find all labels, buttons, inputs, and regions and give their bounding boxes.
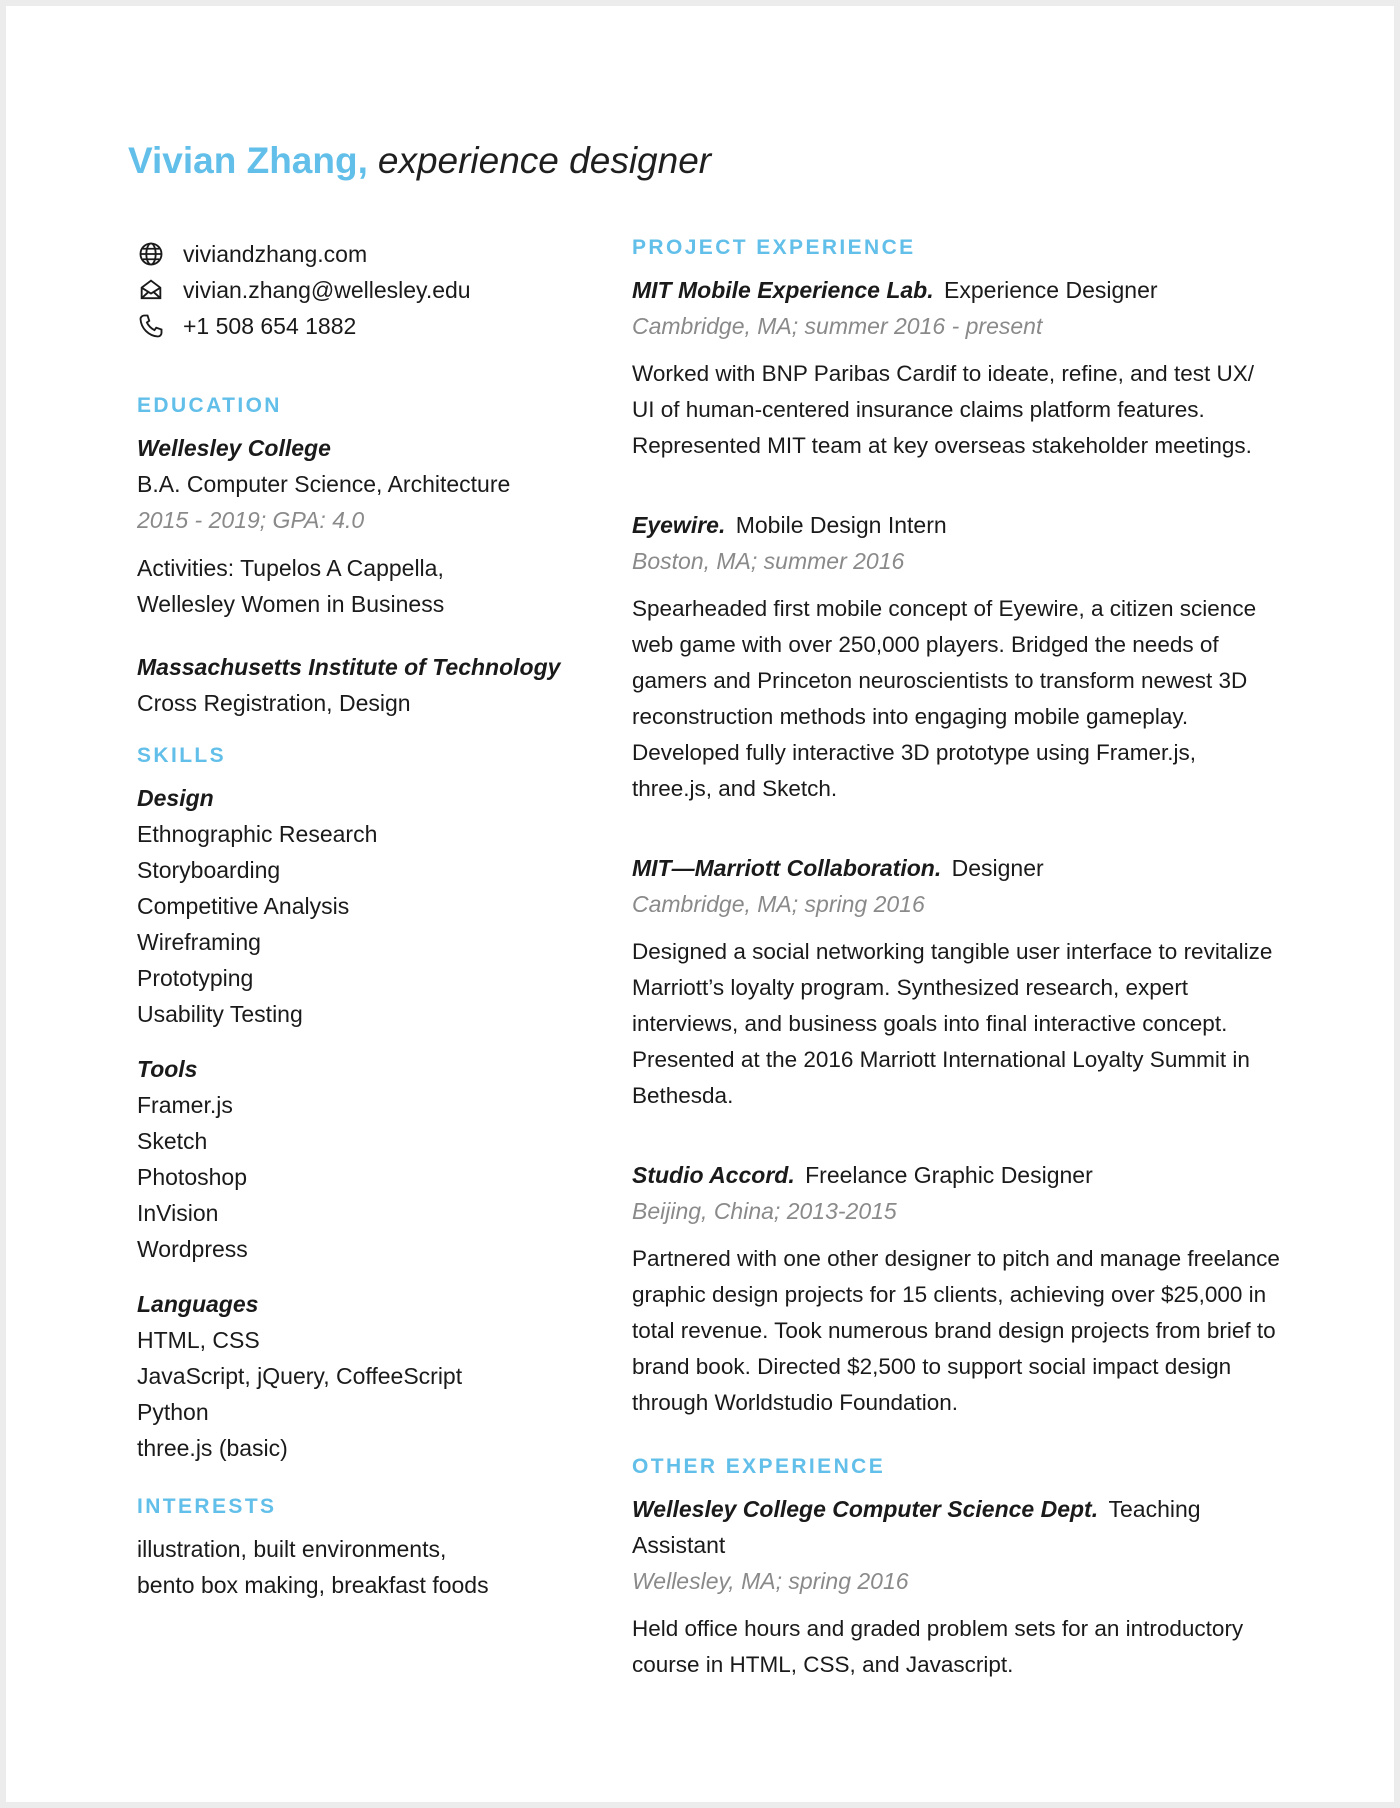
desc-line: interviews, and business goals into final interactive concept. bbox=[632, 1011, 1228, 1036]
job-role: Freelance Graphic Designer bbox=[805, 1162, 1093, 1188]
desc-line: Bethesda. bbox=[632, 1083, 734, 1108]
desc-line: Held office hours and graded problem sets for an introductory bbox=[632, 1616, 1244, 1641]
org-name: Wellesley College Computer Science Dept. bbox=[632, 1496, 1099, 1522]
desc-line: reconstruction methods into engaging mobile gameplay. bbox=[632, 704, 1189, 729]
skill-item: three.js (basic) bbox=[137, 1435, 288, 1461]
person-title: experience designer bbox=[377, 140, 712, 181]
skill-item: Prototyping bbox=[137, 965, 254, 991]
activities-line: Activities: Tupelos A Cappella, bbox=[137, 555, 444, 581]
entry-meta: Cambridge, MA; spring 2016 bbox=[632, 891, 925, 917]
desc-line: three.js, and Sketch. bbox=[632, 776, 838, 801]
skill-item: Usability Testing bbox=[137, 1001, 303, 1027]
desc-line: Developed fully interactive 3D prototype using Framer.js, bbox=[632, 740, 1197, 765]
other-experience-section bbox=[632, 1453, 1282, 1683]
entry-meta: Cambridge, MA; summer 2016 - present bbox=[632, 313, 1043, 339]
interests-line: bento box making, breakfast foods bbox=[137, 1572, 489, 1598]
degree: Cross Registration, Design bbox=[137, 690, 411, 716]
school-entry bbox=[137, 430, 567, 622]
entry-description bbox=[632, 934, 1282, 1114]
interests-line: illustration, built environments, bbox=[137, 1536, 447, 1562]
school-name: Wellesley College bbox=[137, 435, 331, 461]
org-name: Eyewire. bbox=[632, 512, 726, 538]
skill-item: InVision bbox=[137, 1200, 219, 1226]
skill-item: Framer.js bbox=[137, 1092, 233, 1118]
entry-title bbox=[632, 272, 1282, 308]
contact-website[interactable] bbox=[137, 236, 567, 272]
desc-line: gamers and Princeton neuroscientists to transform newest 3D bbox=[632, 668, 1248, 693]
activities-line: Wellesley Women in Business bbox=[137, 591, 445, 617]
job-role: Experience Designer bbox=[944, 277, 1158, 303]
school-entry bbox=[137, 649, 567, 721]
experience-entry bbox=[632, 1157, 1282, 1421]
entry-meta: Wellesley, MA; spring 2016 bbox=[632, 1568, 909, 1594]
desc-line: through Worldstudio Foundation. bbox=[632, 1390, 959, 1415]
job-role: Mobile Design Intern bbox=[735, 512, 947, 538]
desc-line: brand book. Directed $2,500 to support social impact design bbox=[632, 1354, 1232, 1379]
job-role: Designer bbox=[951, 855, 1044, 881]
skills-section bbox=[137, 742, 567, 1466]
desc-line: Represented MIT team at key overseas stakeholder meetings. bbox=[632, 433, 1252, 458]
skill-group-design bbox=[137, 780, 567, 1032]
entry-title bbox=[632, 1157, 1282, 1193]
degree: B.A. Computer Science, Architecture bbox=[137, 471, 511, 497]
desc-line: total revenue. Took numerous brand design projects from brief to bbox=[632, 1318, 1276, 1343]
entry-title bbox=[632, 1491, 1282, 1563]
other-experience-heading: OTHER EXPERIENCE bbox=[632, 1455, 886, 1478]
activities bbox=[137, 550, 567, 622]
experience-entry bbox=[632, 850, 1282, 1114]
skill-item: Storyboarding bbox=[137, 857, 281, 883]
skill-group-languages bbox=[137, 1286, 567, 1466]
skill-item: HTML, CSS bbox=[137, 1327, 260, 1353]
entry-meta: Boston, MA; summer 2016 bbox=[632, 548, 905, 574]
skill-item: Sketch bbox=[137, 1128, 208, 1154]
person-name: Vivian Zhang, bbox=[128, 140, 368, 181]
skill-item: Photoshop bbox=[137, 1164, 247, 1190]
org-name: MIT—Marriott Collaboration. bbox=[632, 855, 942, 881]
entry-title bbox=[632, 507, 1282, 543]
org-name: MIT Mobile Experience Lab. bbox=[632, 277, 934, 303]
desc-line: Marriott’s loyalty program. Synthesized research, expert bbox=[632, 975, 1189, 1000]
entry-meta: Beijing, China; 2013-2015 bbox=[632, 1198, 897, 1224]
skill-item: Python bbox=[137, 1399, 209, 1425]
school-name: Massachusetts Institute of Technology bbox=[137, 654, 561, 680]
skills-heading: SKILLS bbox=[137, 744, 227, 767]
desc-line: Designed a social networking tangible user interface to revitalize bbox=[632, 939, 1273, 964]
desc-line: graphic design projects for 15 clients, achieving over $25,000 in bbox=[632, 1282, 1267, 1307]
interests-heading: INTERESTS bbox=[137, 1495, 277, 1518]
globe-icon bbox=[137, 240, 165, 268]
email-link[interactable]: vivian.zhang@wellesley.edu bbox=[183, 276, 471, 303]
mail-icon bbox=[137, 276, 165, 304]
website-link[interactable]: viviandzhang.com bbox=[183, 240, 368, 267]
entry-title bbox=[632, 850, 1282, 886]
phone-number[interactable]: +1 508 654 1882 bbox=[183, 312, 357, 339]
skill-item: Ethnographic Research bbox=[137, 821, 378, 847]
skill-item: JavaScript, jQuery, CoffeeScript bbox=[137, 1363, 463, 1389]
desc-line: web game with over 250,000 players. Bridged the needs of bbox=[632, 632, 1219, 657]
experience-entry bbox=[632, 507, 1282, 807]
school-dates: 2015 - 2019; GPA: 4.0 bbox=[137, 507, 365, 533]
entry-description bbox=[632, 1241, 1282, 1421]
skill-group-tools bbox=[137, 1051, 567, 1267]
right-column bbox=[632, 234, 1282, 1683]
desc-line: Presented at the 2016 Marriott International Loyalty Summit in bbox=[632, 1047, 1250, 1072]
education-section bbox=[137, 392, 567, 721]
skill-item: Competitive Analysis bbox=[137, 893, 350, 919]
entry-description bbox=[632, 591, 1282, 807]
phone-icon bbox=[137, 312, 165, 340]
experience-entry bbox=[632, 1491, 1282, 1683]
desc-line: course in HTML, CSS, and Javascript. bbox=[632, 1652, 1014, 1677]
resume-page bbox=[6, 6, 1394, 1802]
education-heading: EDUCATION bbox=[137, 394, 282, 417]
left-column bbox=[137, 236, 567, 1603]
project-experience-heading: PROJECT EXPERIENCE bbox=[632, 236, 916, 259]
experience-entry bbox=[632, 272, 1282, 464]
contact-email[interactable] bbox=[137, 272, 567, 308]
org-name: Studio Accord. bbox=[632, 1162, 795, 1188]
desc-line: Worked with BNP Paribas Cardif to ideate, refine, and test UX/ bbox=[632, 361, 1254, 386]
entry-description bbox=[632, 1611, 1282, 1683]
skill-group-title: Design bbox=[137, 785, 214, 811]
skill-item: Wordpress bbox=[137, 1236, 248, 1262]
project-experience-section bbox=[632, 234, 1282, 1421]
interests-section bbox=[137, 1493, 567, 1603]
skill-group-title: Tools bbox=[137, 1056, 198, 1082]
resume-header bbox=[128, 140, 711, 182]
desc-line: Spearheaded first mobile concept of Eyewire, a citizen science bbox=[632, 596, 1257, 621]
desc-line: UI of human-centered insurance claims platform features. bbox=[632, 397, 1205, 422]
desc-line: Partnered with one other designer to pitch and manage freelance bbox=[632, 1246, 1280, 1271]
contact-block bbox=[137, 236, 567, 344]
entry-description bbox=[632, 356, 1282, 464]
job-role: Teaching Assistant bbox=[632, 1496, 1201, 1558]
skill-item: Wireframing bbox=[137, 929, 261, 955]
skill-group-title: Languages bbox=[137, 1291, 259, 1317]
contact-phone[interactable] bbox=[137, 308, 567, 344]
